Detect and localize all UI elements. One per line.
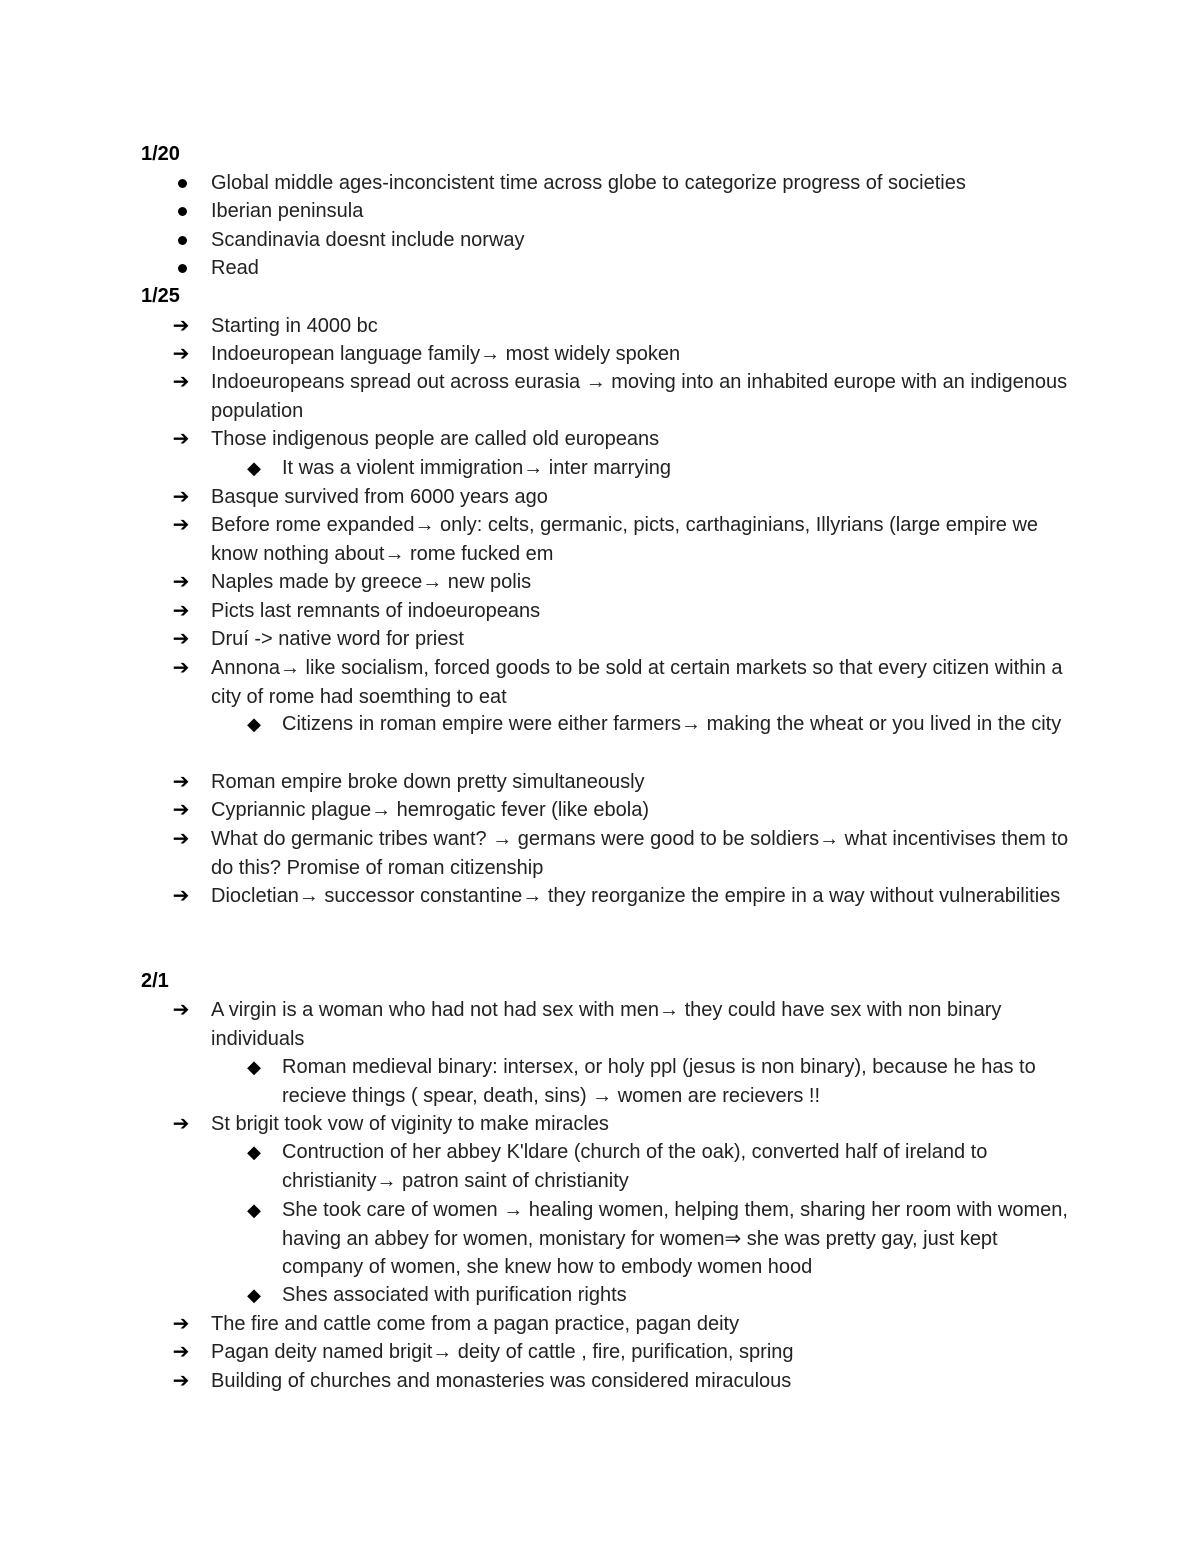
list-item	[172, 825, 1071, 882]
list-item-text: Global middle ages-inconcistent time across globe to categorize progress of societies	[211, 172, 966, 194]
list-item	[172, 654, 1071, 711]
list-item	[172, 312, 1071, 341]
diamond-bullet-icon: ◆	[247, 1142, 261, 1162]
arrow-bullet-icon: ➔	[172, 514, 190, 536]
list-item	[172, 511, 1071, 568]
list-item	[172, 1110, 1071, 1139]
list-item	[172, 568, 1071, 597]
list-item-text: Scandinavia doesnt include norway	[211, 229, 525, 251]
arrow-bullet-icon: ➔	[172, 999, 190, 1021]
list-item-text: Annona→ like socialism, forced goods to be sold at certain markets so that every citizen within a city of rome had soemthing to eat	[211, 657, 1063, 708]
list-item-text: A virgin is a woman who had not had sex with men→ they could have sex with non binary individuals	[211, 999, 1002, 1050]
bullet-dot-icon	[178, 179, 187, 188]
arrow-bullet-icon: ➔	[172, 428, 190, 450]
diamond-bullet-icon: ◆	[247, 714, 261, 734]
list-item-text: Picts last remnants of indoeuropeans	[211, 600, 541, 622]
list-item-text: Starting in 4000 bc	[211, 315, 378, 337]
sub-list-item-text: Citizens in roman empire were either farmers→ making the wheat or you lived in the city	[282, 713, 1062, 735]
arrow-bullet-icon: ➔	[172, 371, 190, 393]
list-item-text: Pagan deity named brigit→ deity of cattle , fire, purification, spring	[211, 1341, 794, 1363]
list-item-text: Indoeuropeans spread out across eurasia → moving into an inhabited europe with an indigenous population	[211, 371, 1068, 422]
list-item	[172, 597, 1071, 626]
diamond-bullet-icon: ◆	[247, 1285, 261, 1305]
arrow-bullet-icon: ➔	[172, 828, 190, 850]
list-item-text: Those indigenous people are called old europeans	[211, 428, 660, 450]
list-item-text: The fire and cattle come from a pagan practice, pagan deity	[211, 1313, 740, 1335]
list-item-text: Building of churches and monasteries was considered miraculous	[211, 1370, 792, 1392]
arrow-bullet-icon: ➔	[172, 628, 190, 650]
list-item	[172, 483, 1071, 512]
arrow-bullet-icon: ➔	[172, 1341, 190, 1363]
list-item	[172, 625, 1071, 654]
arrow-bullet-icon: ➔	[172, 1313, 190, 1335]
sub-list-item	[247, 710, 1072, 739]
diamond-bullet-icon: ◆	[247, 458, 261, 478]
list-item-text: Diocletian→ successor constantine→ they reorganize the empire in a way without vulnerabilities	[211, 885, 1061, 907]
arrow-bullet-icon: ➔	[172, 1113, 190, 1135]
diamond-bullet-icon: ◆	[247, 1200, 261, 1220]
list-item-text: Basque survived from 6000 years ago	[211, 486, 548, 508]
list-item-text: Roman empire broke down pretty simultaneously	[211, 771, 645, 793]
arrow-bullet-icon: ➔	[172, 315, 190, 337]
arrow-bullet-icon: ➔	[172, 885, 190, 907]
list-item	[172, 996, 1071, 1053]
list-item	[172, 768, 1071, 797]
sub-list-item	[247, 1281, 1072, 1310]
list-item	[172, 796, 1071, 825]
list-item	[172, 1367, 1071, 1396]
section-heading: 1/25	[141, 285, 180, 307]
list-item-text: Druí -> native word for priest	[211, 628, 464, 650]
sub-list-item-text: Shes associated with purification rights	[282, 1284, 627, 1306]
sub-list-item	[247, 1053, 1072, 1110]
list-item-text: Iberian peninsula	[211, 200, 364, 222]
arrow-bullet-icon: ➔	[172, 799, 190, 821]
list-item-text: Cypriannic plague→ hemrogatic fever (like ebola)	[211, 799, 649, 821]
list-item	[211, 254, 1071, 283]
diamond-bullet-icon: ◆	[247, 1057, 261, 1077]
list-item-text: St brigit took vow of viginity to make miracles	[211, 1113, 609, 1135]
arrow-bullet-icon: ➔	[172, 600, 190, 622]
bullet-dot-icon	[178, 264, 187, 273]
list-item-text: Naples made by greece→ new polis	[211, 571, 532, 593]
list-item-text: What do germanic tribes want? → germans were good to be soldiers→ what incentivises them to do this? Promise of roman citizenship	[211, 828, 1069, 879]
list-item	[211, 169, 1071, 198]
sub-list-item	[247, 1138, 1072, 1195]
sub-list-item-text: She took care of women → healing women, helping them, sharing her room with women, having an abbey for women, monistary for women⇒ she was pretty gay, just kept company of women, she knew how to embody women hood	[282, 1199, 1068, 1278]
list-item	[211, 226, 1071, 255]
list-item-text: Read	[211, 257, 259, 279]
arrow-bullet-icon: ➔	[172, 343, 190, 365]
list-item	[172, 1310, 1071, 1339]
sub-list-item-text: It was a violent immigration→ inter marrying	[282, 457, 672, 479]
list-item	[211, 197, 1071, 226]
sub-list-item-text: Roman medieval binary: intersex, or holy ppl (jesus is non binary), because he has to recieve things ( spear, death, sins) → women are recievers !!	[282, 1056, 1036, 1107]
list-item-text: Indoeuropean language family→ most widely spoken	[211, 343, 681, 365]
list-item	[172, 882, 1071, 911]
arrow-bullet-icon: ➔	[172, 486, 190, 508]
list-item-text: Before rome expanded→ only: celts, germanic, picts, carthaginians, Illyrians (large empire we know nothing about→ rome fucked em	[211, 514, 1039, 565]
list-item	[172, 368, 1071, 425]
bullet-dot-icon	[178, 236, 187, 245]
bullet-dot-icon	[178, 207, 187, 216]
arrow-bullet-icon: ➔	[172, 771, 190, 793]
arrow-bullet-icon: ➔	[172, 657, 190, 679]
list-item	[172, 1338, 1071, 1367]
list-item	[172, 425, 1071, 454]
section-heading: 1/20	[141, 143, 180, 165]
arrow-bullet-icon: ➔	[172, 571, 190, 593]
sub-list-item	[247, 1196, 1072, 1282]
list-item	[172, 340, 1071, 369]
sub-list-item	[247, 454, 1072, 483]
section-heading: 2/1	[141, 970, 169, 992]
sub-list-item-text: Contruction of her abbey K'ldare (church of the oak), converted half of ireland to christianity→ patron saint of christianity	[282, 1141, 988, 1192]
arrow-bullet-icon: ➔	[172, 1370, 190, 1392]
